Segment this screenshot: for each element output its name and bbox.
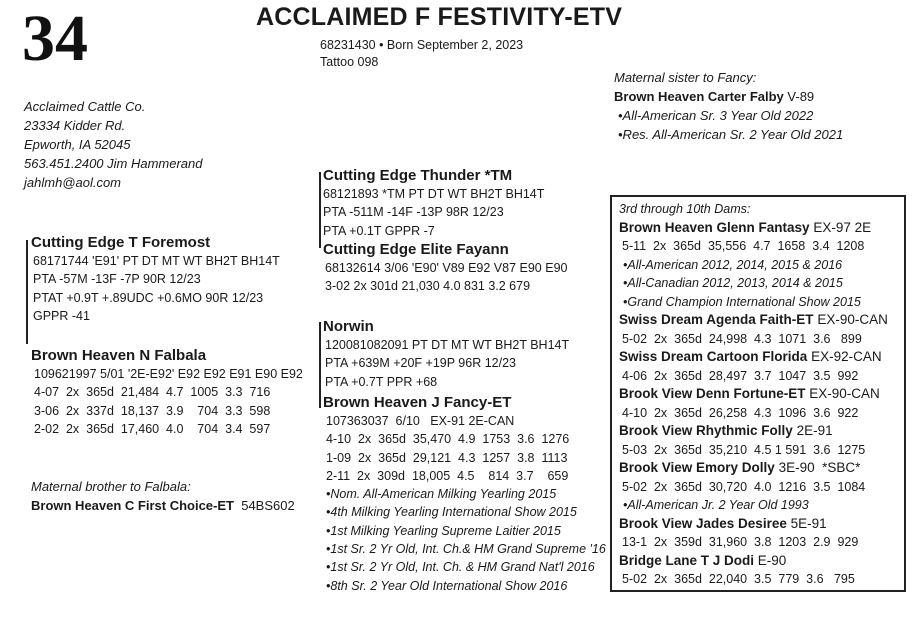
sire-sire-block [323,166,544,240]
maternal-sister-score: V-89 [787,89,815,104]
pedigree-line: 3-02 2x 301d 21,030 4.0 831 3.2 679 [325,279,531,294]
dam-dam-name: Brown Heaven J Fancy-ET [323,394,512,411]
dam-entry-name: Brook View Emory Dolly [619,460,775,475]
award-note: •Nom. All-American Milking Yearling 2015 [326,487,557,502]
maternal-sister-note: •Res. All-American Sr. 2 Year Old 2021 [618,127,844,142]
lactation-record: 4-10 2x 365d 26,258 4.3 1096 3.6 922 [622,405,859,420]
consignor-line: 23334 Kidder Rd. [24,118,126,133]
sire-dam-name: Cutting Edge Elite Fayann [323,241,509,258]
award-note: •All-American 2012, 2014, 2015 & 2016 [623,257,843,272]
pedigree-line: 109621997 5/01 '2E-E92' E92 E92 E91 E90 E92 [34,367,303,381]
dam-entry-name: Brook View Rhythmic Folly [619,423,793,438]
maternal-sister-note: •All-American Sr. 3 Year Old 2022 [618,108,814,123]
maternal-brother-name: Brown Heaven C First Choice-ET [31,498,234,513]
pedigree-line: 120081082091 PT DT MT WT BH2T BH14T [325,338,570,352]
dam-sire-name: Norwin [323,318,374,335]
dams-box-heading: 3rd through 10th Dams: [619,202,751,216]
pedigree-line: PTA +639M +20F +19P 96R 12/23 [325,356,516,371]
dam-entry-name: Bridge Lane T J Dodi [619,552,755,568]
lactation-record: 2-11 2x 309d 18,005 4.5 814 3.7 659 [326,468,569,483]
dam-name: Brown Heaven N Falbala [31,347,207,364]
award-note: •Grand Champion International Show 2015 [623,294,861,309]
lactation-record: 5-03 2x 365d 35,210 4.5 1 591 3.6 1275 [622,442,866,457]
maternal-brother-code: 54BS602 [241,498,295,513]
animal-id-birth: 68231430 • Born September 2, 2023 [320,38,524,52]
dam-entry-score: E-90 [757,552,787,568]
dam-entry-name: Brook View Denn Fortune-ET [619,386,806,401]
lot-number: 34 [22,2,88,75]
lactation-record: 4-06 2x 365d 28,497 3.7 1047 3.5 992 [622,368,859,383]
maternal-sister-block [614,68,843,144]
dam-entry-score: EX-90-CAN [817,312,888,327]
pedigree-line: 107363037 6/10 EX-91 2E-CAN [326,414,515,428]
pedigree-line: 68171744 'E91' PT DT MT WT BH2T BH14T [33,254,280,268]
lactation-record: 5-02 2x 365d 24,998 4.3 1071 3.6 899 [622,331,862,346]
lactation-record: 5-02 2x 365d 30,720 4.0 1216 3.5 1084 [622,479,866,494]
dam-entry-name: Brook View Jades Desiree [619,515,787,531]
award-note: •8th Sr. 2 Year Old International Show 2016 [326,578,568,593]
pedigree-line: PTA -57M -13F -7P 90R 12/23 [33,272,201,287]
dam-entry-score: EX-92-CAN [811,349,882,364]
bracket-line [26,240,28,344]
consignor-block [24,97,203,192]
dam-entry-score: 2E-91 [796,423,833,438]
award-note: •4th Milking Yearling International Show 2015 [326,505,577,520]
lactation-record: 1-09 2x 365d 29,121 4.3 1257 3.8 1113 [326,450,568,465]
award-note: •1st Sr. 2 Yr Old, Int. Ch.& HM Grand Supreme '16 [326,542,606,557]
lactation-record: 5-11 2x 365d 35,556 4.7 1658 3.4 1208 [622,239,865,253]
sire-name: Cutting Edge T Foremost [31,234,211,251]
dams-box [610,195,906,592]
animal-name: ACCLAIMED F FESTIVITY-ETV [256,3,623,31]
consignor-line: 563.451.2400 Jim Hammerand [24,156,203,171]
lactation-record: 3-06 2x 337d 18,137 3.9 704 3.3 598 [34,403,271,418]
bracket-line [319,172,321,248]
dam-entry-score: EX-97 2E [813,219,872,235]
dam-entry-name: Brown Heaven Glenn Fantasy [619,219,810,235]
dam-entry-score: EX-90-CAN [809,386,880,401]
award-note: •1st Milking Yearling Supreme Laitier 2015 [326,523,561,538]
sire-dam-block [323,240,567,296]
dam-entry-score: 5E-91 [790,515,827,531]
sire-block [31,233,280,325]
lactation-record: 4-07 2x 365d 21,484 4.7 1005 3.3 716 [34,385,271,400]
dam-sire-block [323,317,569,391]
award-note: •All-American Jr. 2 Year Old 1993 [623,498,809,512]
dam-dam-block [323,393,606,595]
maternal-brother-block [31,477,295,515]
award-note: •1st Sr. 2 Yr Old, Int. Ch. & HM Grand Nat'l 2016 [326,560,595,575]
lactation-record: 4-10 2x 365d 35,470 4.9 1753 3.6 1276 [326,432,570,447]
dam-block [31,346,303,438]
consignor-line: Epworth, IA 52045 [24,137,131,152]
pedigree-line: 68121893 *TM PT DT WT BH2T BH14T [323,187,545,201]
animal-tattoo: Tattoo 098 [320,55,379,69]
pedigree-line: PTA -511M -14F -13P 98R 12/23 [323,205,504,220]
sire-sire-name: Cutting Edge Thunder *TM [323,167,513,184]
consignor-email: jahlmh@aol.com [24,175,122,190]
pedigree-line: 68132614 3/06 'E90' V89 E92 V87 E90 E90 [325,261,568,275]
dam-entry-score: 3E-90 *SBC* [778,460,861,475]
dam-entry-name: Swiss Dream Cartoon Florida [619,349,808,364]
bracket-line [319,322,321,408]
consignor-line: Acclaimed Cattle Co. [24,99,146,114]
maternal-brother-label: Maternal brother to Falbala: [31,479,191,494]
lactation-record: 13-1 2x 359d 31,960 3.8 1203 2.9 929 [622,535,859,549]
award-note: •All-Canadian 2012, 2013, 2014 & 2015 [623,276,843,290]
maternal-sister-name: Brown Heaven Carter Falby [614,89,784,104]
maternal-sister-label: Maternal sister to Fancy: [614,70,757,85]
dam-entry-name: Swiss Dream Agenda Faith-ET [619,312,814,327]
lactation-record: 5-02 2x 365d 22,040 3.5 779 3.6 795 [622,572,855,586]
lactation-record: 2-02 2x 365d 17,460 4.0 704 3.4 597 [34,421,271,436]
pedigree-line: GPPR -41 [33,308,90,323]
pedigree-line: PTA +0.7T PPR +68 [325,374,438,389]
pedigree-line: PTA +0.1T GPPR -7 [323,223,435,238]
pedigree-line: PTAT +0.9T +.89UDC +0.6MO 90R 12/23 [33,290,264,305]
